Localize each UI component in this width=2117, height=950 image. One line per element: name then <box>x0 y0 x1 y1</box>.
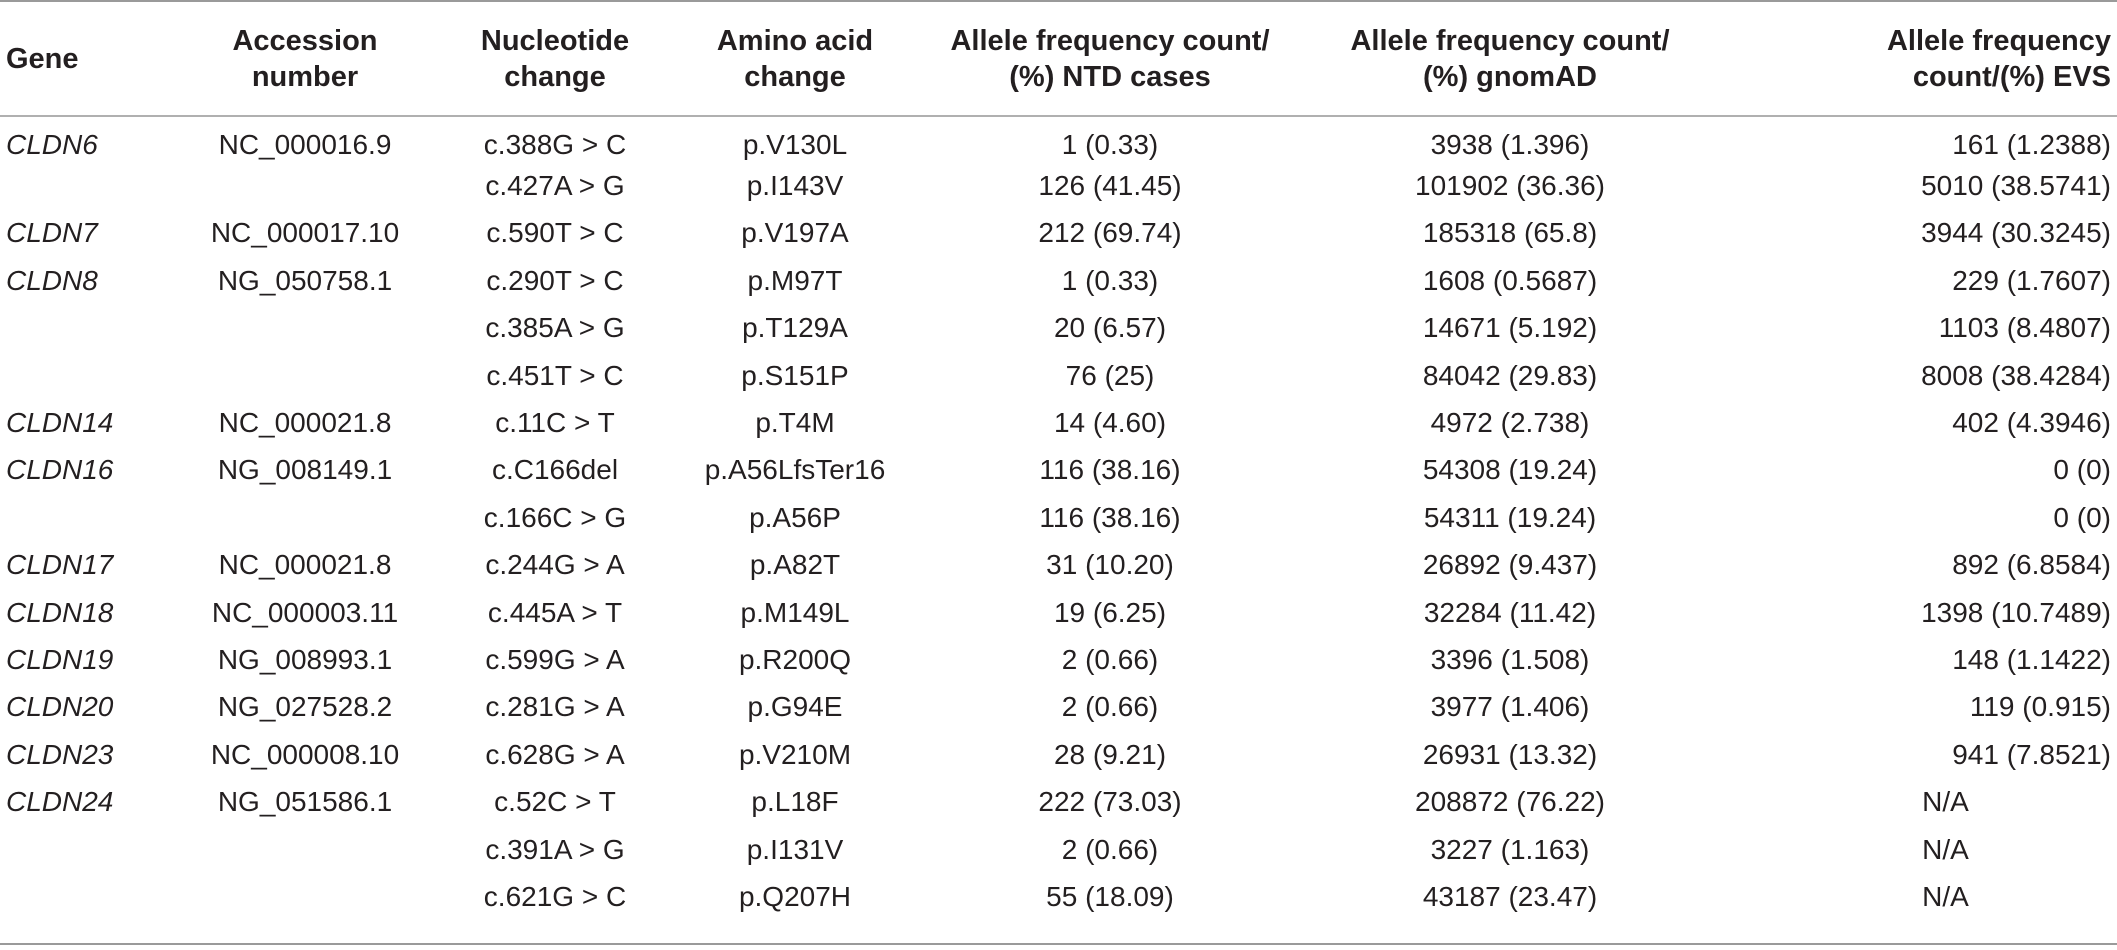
amino-acid-change-cell: p.L18F <box>751 786 839 818</box>
evs-frequency-cell: 0 (0) <box>2053 501 2111 533</box>
accession-cell: NC_000008.10 <box>210 738 400 770</box>
evs-frequency-cell: 0 (0) <box>2053 454 2111 486</box>
evs-frequency-cell: 119 (0.915) <box>1969 691 2111 723</box>
ntd-frequency-cell: 222 (73.03) <box>1038 786 1182 818</box>
gnomad-frequency-cell: 1608 (0.5687) <box>1422 264 1598 296</box>
gnomad-frequency-cell: 26931 (13.32) <box>1422 738 1598 770</box>
ntd-frequency-cell: 126 (41.45) <box>1038 170 1182 202</box>
evs-frequency-cell: N/A <box>1922 786 1969 818</box>
nucleotide-change-cell: c.166C > G <box>483 501 627 533</box>
gnomad-frequency-cell: 101902 (36.36) <box>1415 170 1605 202</box>
table-row <box>0 826 2117 873</box>
gene-cell: CLDN17 <box>6 549 114 581</box>
gnomad-frequency-cell: 185318 (65.8) <box>1422 217 1598 249</box>
amino-acid-change-cell: p.I143V <box>746 170 844 202</box>
accession-cell: NC_000021.8 <box>218 549 392 581</box>
amino-acid-change-cell: p.M97T <box>747 264 843 296</box>
gene-cell <box>0 162 170 209</box>
gene-cell <box>0 494 170 541</box>
accession-cell <box>170 305 440 352</box>
header-gnomad-line1: Allele frequency count/ <box>1350 24 1670 57</box>
ntd-frequency-cell: 14 (4.60) <box>1053 407 1167 439</box>
header-gene <box>0 2 170 115</box>
gene-cell: CLDN7 <box>6 217 98 249</box>
table-row <box>0 399 2117 446</box>
ntd-frequency-cell: 20 (6.57) <box>1053 312 1167 344</box>
ntd-frequency-cell: 19 (6.25) <box>1053 596 1167 628</box>
gene-cell: CLDN24 <box>6 786 114 818</box>
header-evs <box>1720 2 2117 115</box>
allele-frequency-table <box>0 2 2117 921</box>
table-row <box>0 494 2117 541</box>
accession-cell: NC_000003.11 <box>211 596 399 628</box>
nucleotide-change-cell: c.445A > T <box>487 596 623 628</box>
accession-cell: NG_051586.1 <box>217 786 393 818</box>
bottom-rule <box>0 943 2117 945</box>
accession-cell: NC_000021.8 <box>218 407 392 439</box>
table-row <box>0 684 2117 731</box>
ntd-frequency-cell: 2 (0.66) <box>1061 833 1159 865</box>
nucleotide-change-cell: c.599G > A <box>485 643 625 675</box>
evs-frequency-cell: 1398 (10.7489) <box>1921 596 2111 628</box>
gene-cell: CLDN23 <box>6 738 114 770</box>
table-row <box>0 210 2117 257</box>
header-accession <box>170 2 440 115</box>
evs-frequency-cell: 5010 (38.5741) <box>1921 170 2111 202</box>
ntd-frequency-cell: 116 (38.16) <box>1039 454 1181 486</box>
gnomad-frequency-cell: 3938 (1.396) <box>1430 128 1590 160</box>
table-row <box>0 778 2117 825</box>
gnomad-frequency-cell: 84042 (29.83) <box>1422 359 1598 391</box>
table-body <box>0 115 2117 921</box>
gene-cell: CLDN19 <box>6 643 114 675</box>
evs-frequency-cell: 229 (1.7607) <box>1952 264 2111 296</box>
table-row <box>0 589 2117 636</box>
gene-cell: CLDN16 <box>6 454 114 486</box>
header-amino-line2: change <box>744 60 846 93</box>
header-amino-line1: Amino acid <box>716 24 874 57</box>
header-ntd-line2: (%) NTD cases <box>1009 60 1211 93</box>
gene-cell <box>0 873 170 920</box>
ntd-frequency-cell: 2 (0.66) <box>1061 691 1159 723</box>
evs-frequency-cell: 1103 (8.4807) <box>1938 312 2111 344</box>
header-gnomad <box>1300 2 1720 115</box>
ntd-frequency-cell: 116 (38.16) <box>1039 501 1181 533</box>
amino-acid-change-cell: p.T129A <box>742 312 848 344</box>
table-row <box>0 305 2117 352</box>
nucleotide-change-cell: c.C166del <box>491 454 619 486</box>
header-gene-label: Gene <box>6 42 79 75</box>
amino-acid-change-cell: p.M149L <box>740 596 850 628</box>
gnomad-frequency-cell: 26892 (9.437) <box>1422 549 1598 581</box>
nucleotide-change-cell: c.391A > G <box>485 833 625 865</box>
table-row <box>0 542 2117 589</box>
nucleotide-change-cell: c.451T > C <box>486 359 624 391</box>
table-row <box>0 352 2117 399</box>
nucleotide-change-cell: c.385A > G <box>485 312 625 344</box>
nucleotide-change-cell: c.621G > C <box>483 880 627 912</box>
header-nucleotide-line2: change <box>504 60 606 93</box>
gene-cell: CLDN6 <box>6 128 98 160</box>
table-row <box>0 447 2117 494</box>
amino-acid-change-cell: p.V130L <box>742 128 848 160</box>
amino-acid-change-cell: p.V210M <box>738 738 852 770</box>
evs-frequency-cell: 892 (6.8584) <box>1952 549 2111 581</box>
evs-frequency-cell: 161 (1.2388) <box>1952 128 2111 160</box>
accession-cell <box>170 162 440 209</box>
evs-frequency-cell: N/A <box>1922 833 1969 865</box>
amino-acid-change-cell: p.G94E <box>747 691 843 723</box>
evs-frequency-cell: N/A <box>1922 880 1969 912</box>
ntd-frequency-cell: 55 (18.09) <box>1046 880 1174 912</box>
header-nucleotide-line1: Nucleotide <box>480 24 630 57</box>
accession-cell <box>170 873 440 920</box>
evs-frequency-cell: 3944 (30.3245) <box>1921 217 2111 249</box>
header-accession-line2: number <box>251 60 359 93</box>
amino-acid-change-cell: p.R200Q <box>738 643 852 675</box>
gnomad-frequency-cell: 43187 (23.47) <box>1422 880 1598 912</box>
ntd-frequency-cell: 28 (9.21) <box>1053 738 1167 770</box>
amino-acid-change-cell: p.T4M <box>755 407 835 439</box>
accession-cell: NG_008149.1 <box>217 454 393 486</box>
evs-frequency-cell: 941 (7.8521) <box>1952 738 2111 770</box>
header-accession-line1: Accession <box>232 24 378 57</box>
gnomad-frequency-cell: 4972 (2.738) <box>1430 407 1590 439</box>
header-evs-line2: count/(%) EVS <box>1912 60 2111 93</box>
evs-frequency-cell: 148 (1.1422) <box>1952 643 2111 675</box>
amino-acid-change-cell: p.I131V <box>746 833 844 865</box>
ntd-frequency-cell: 31 (10.20) <box>1046 549 1174 581</box>
gnomad-frequency-cell: 54308 (19.24) <box>1422 454 1598 486</box>
table-row <box>0 115 2117 162</box>
header-amino-acid <box>670 2 920 115</box>
ntd-frequency-cell: 76 (25) <box>1065 359 1155 391</box>
gene-cell <box>0 826 170 873</box>
accession-cell: NG_008993.1 <box>217 643 393 675</box>
ntd-frequency-cell: 2 (0.66) <box>1061 643 1159 675</box>
amino-acid-change-cell: p.A82T <box>749 549 841 581</box>
nucleotide-change-cell: c.427A > G <box>485 170 625 202</box>
header-nucleotide <box>440 2 670 115</box>
header-ntd-line1: Allele frequency count/ <box>950 24 1270 57</box>
nucleotide-change-cell: c.388G > C <box>483 128 627 160</box>
nucleotide-change-cell: c.281G > A <box>485 691 625 723</box>
nucleotide-change-cell: c.11C > T <box>495 407 615 439</box>
ntd-frequency-cell: 212 (69.74) <box>1038 217 1182 249</box>
amino-acid-change-cell: p.V197A <box>741 217 849 249</box>
gene-cell <box>0 352 170 399</box>
table-row <box>0 873 2117 920</box>
table-row <box>0 257 2117 304</box>
gnomad-frequency-cell: 54311 (19.24) <box>1423 501 1597 533</box>
nucleotide-change-cell: c.52C > T <box>494 786 616 818</box>
gene-cell <box>0 305 170 352</box>
amino-acid-change-cell: p.A56P <box>749 501 841 533</box>
gene-cell: CLDN8 <box>6 264 98 296</box>
gene-cell: CLDN14 <box>6 407 114 439</box>
gnomad-frequency-cell: 3977 (1.406) <box>1430 691 1590 723</box>
accession-cell: NG_050758.1 <box>217 264 393 296</box>
accession-cell: NG_027528.2 <box>217 691 393 723</box>
gnomad-frequency-cell: 208872 (76.22) <box>1415 786 1605 818</box>
table-row <box>0 636 2117 683</box>
evs-frequency-cell: 8008 (38.4284) <box>1921 359 2111 391</box>
header-row <box>0 2 2117 115</box>
amino-acid-change-cell: p.A56LfsTer16 <box>704 454 886 486</box>
nucleotide-change-cell: c.590T > C <box>486 217 624 249</box>
nucleotide-change-cell: c.628G > A <box>485 738 625 770</box>
table-row <box>0 731 2117 778</box>
nucleotide-change-cell: c.244G > A <box>485 549 625 581</box>
ntd-frequency-cell: 1 (0.33) <box>1061 128 1159 160</box>
evs-frequency-cell: 402 (4.3946) <box>1952 407 2111 439</box>
gnomad-frequency-cell: 14671 (5.192) <box>1422 312 1598 344</box>
accession-cell: NC_000017.10 <box>210 217 400 249</box>
table-row <box>0 162 2117 209</box>
amino-acid-change-cell: p.S151P <box>741 359 849 391</box>
accession-cell <box>170 352 440 399</box>
accession-cell <box>170 826 440 873</box>
ntd-frequency-cell: 1 (0.33) <box>1061 264 1159 296</box>
amino-acid-change-cell: p.Q207H <box>738 880 852 912</box>
gnomad-frequency-cell: 3227 (1.163) <box>1430 833 1590 865</box>
gene-cell: CLDN18 <box>6 596 114 628</box>
gene-cell: CLDN20 <box>6 691 114 723</box>
header-gnomad-line2: (%) gnomAD <box>1423 60 1597 93</box>
header-evs-line1: Allele frequency <box>1886 24 2111 57</box>
gnomad-frequency-cell: 3396 (1.508) <box>1430 643 1590 675</box>
nucleotide-change-cell: c.290T > C <box>486 264 624 296</box>
accession-cell: NC_000016.9 <box>218 128 392 160</box>
accession-cell <box>170 494 440 541</box>
header-ntd <box>920 2 1300 115</box>
gnomad-frequency-cell: 32284 (11.42) <box>1423 596 1597 628</box>
